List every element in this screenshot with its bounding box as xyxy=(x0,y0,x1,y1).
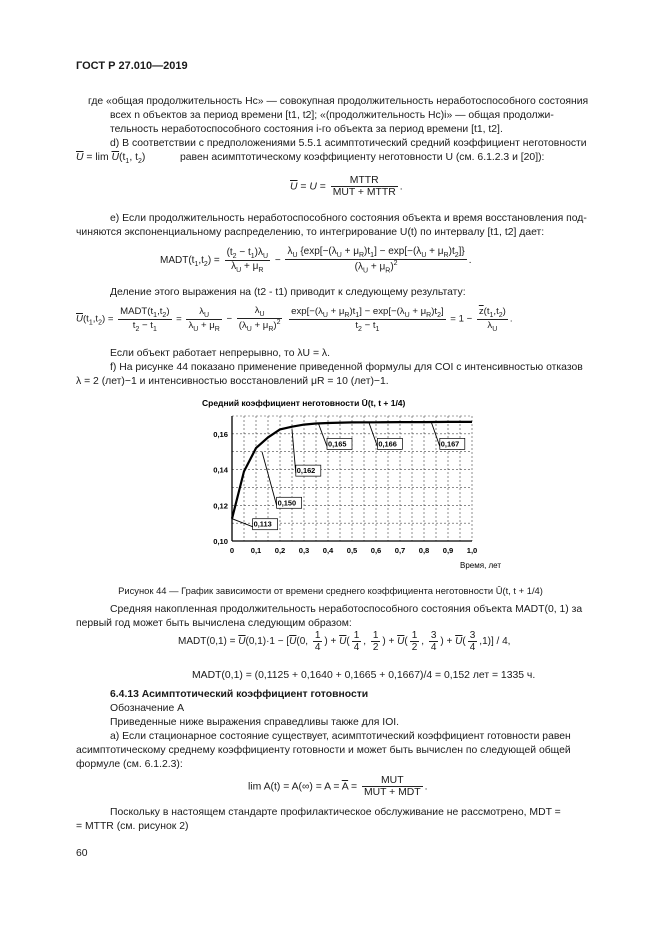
para-7: Средняя накопленная продолжительность неработоспособного состояния объекта MADT(0, 1) за xyxy=(110,604,583,615)
para-11b: асимптотическому среднему коэффициенту готовности и может быть вычислен по следующей общей xyxy=(76,745,571,756)
x-tick-label: 0,4 xyxy=(322,546,334,555)
annotation-leader xyxy=(318,424,327,447)
para-8: MADT(0,1) = (0,1125 + 0,1640 + 0,1665 + 0,1667)/4 = 0,152 лет = 1335 ч. xyxy=(192,670,536,681)
x-tick-label: 0,6 xyxy=(370,546,382,555)
x-tick-label: 0,8 xyxy=(418,546,430,555)
x-tick-label: 0,1 xyxy=(250,546,262,555)
para-6b: λ = 2 (лет)−1 и интенсивностью восстановлений μR = 10 (лет)−1. xyxy=(76,376,389,387)
figure-44-chart xyxy=(150,392,510,578)
para-10: Приведенные ниже выражения справедливы также для IOI. xyxy=(110,717,400,728)
para-1b: всех n объектов за период времени [t1, t2]; «(продолжительность Hc)i» — общая продолжи- xyxy=(110,110,554,121)
para-11c: формуле (см. 6.1.2.3): xyxy=(76,759,183,770)
formula-u-asymptotic: $\overline{U} = U$ = $\frac{\text{MTTR}}{\text{MUT + MTTR}}$ . xyxy=(290,175,403,198)
para-11: а) Если стационарное состояние существует, асимптотический коэффициент готовности равен xyxy=(110,731,571,742)
formula-madt-01: MADT(0,1) = $\overline{U}(0,1)\cdot 1 - [\overline{U}(0$, $\frac{1}{4}$ ) + $\overline{U}$( $\frac{1}{4}$ , $\frac{1}{2}$ ) + $\overline{U}$( $\frac{1}{2}$ , $\frac{3}{4}$ ) + $\overline{U}$( $\frac{3}{4}$ ,1)] / 4, xyxy=(178,630,511,653)
annotation-label: 0,162 xyxy=(296,466,316,476)
para-4: Деление этого выражения на (t2 - t1) приводит к следующему результату: xyxy=(110,287,466,298)
para-2: d) В соответствии с предположениями 5.5.1 асимптотический средний коэффициент неготовности xyxy=(110,138,587,149)
section-title: 6.4.13 Асимптотический коэффициент готовности xyxy=(110,689,369,700)
annotation-label: 0,166 xyxy=(378,439,397,449)
formula-lim-a: $\lim A(t) = A(\infty) = A = \overline{A}$ = $\frac{\text{MUT}}{\text{MUT + MDT}}$ . xyxy=(248,775,428,798)
annotation-leader xyxy=(292,429,296,473)
para-9: Обозначение A xyxy=(110,703,185,714)
x-tick-label: 0,5 xyxy=(346,546,358,555)
para-12: Поскольку в настоящем стандарте профилактическое обслуживание не рассмотрено, MDT = xyxy=(110,807,561,818)
annotation-leader xyxy=(262,452,277,506)
para-3: е) Если продолжительность неработоспособного состояния объекта и время восстановления под- xyxy=(110,213,587,224)
para-1: где «общая продолжительность Hc» — совокупная продолжительность неработоспособного состояния xyxy=(88,96,589,107)
formula-u-mean: $\overline{U}(t_1,t_2)$ = $\frac{MADT(t_1,t_2)}{t_2 - t_1}$ = $\frac{\lambda_U}{\lambda_U + \mu_R}$ − $\frac{\lambda_U}{(\lambda_U + \mu_R)^2}$ $\frac{\exp[-(\lambda_U + \mu_R)t_1] - \exp[-(\lambda_U + \mu_R)t_2]}{t_2 - t_1}$ = 1 − $\frac{\overline{z}(t_1,t_2)}{\lambda_U}$ . xyxy=(76,305,513,333)
formula-lim-u: $\overline{U} = \lim \overline{U}(t_1$, $t_2$) xyxy=(76,152,146,166)
para-6: f) На рисунке 44 показано применение приведенной формулы для COI с интенсивностью отказов xyxy=(110,362,583,373)
x-tick-label: 0,9 xyxy=(442,546,454,555)
x-tick-label: 1,0 xyxy=(466,546,478,555)
para-12b: = MTTR (см. рисунок 2) xyxy=(76,821,189,832)
para-5: Если объект работает непрерывно, то λU = λ. xyxy=(110,348,330,359)
y-tick-label: 0,12 xyxy=(213,501,228,511)
x-tick-label: 0 xyxy=(229,546,235,555)
y-tick-label: 0,10 xyxy=(213,537,228,546)
y-tick-label: 0,14 xyxy=(213,465,228,475)
annotation-label: 0,113 xyxy=(253,519,272,529)
figure-caption: Рисунок 44 — График зависимости от времени среднего коэффициента неготовности Ū(t, t + 1/4) xyxy=(118,585,543,596)
para-7b: первый год может быть вычислена следующим образом: xyxy=(76,618,352,629)
annotation-leader xyxy=(232,519,253,527)
x-tick-label: 0,3 xyxy=(298,546,310,555)
annotation-label: 0,150 xyxy=(277,498,297,508)
standard-id: ГОСТ Р 27.010—2019 xyxy=(76,60,188,72)
annotation-label: 0,167 xyxy=(440,439,460,449)
annotation-label: 0,165 xyxy=(328,439,347,449)
x-tick-label: 0,7 xyxy=(394,546,406,555)
chart-title: Средний коэффициент неготовности Ū(t, t + 1/4) xyxy=(202,398,406,408)
para-3b: чиняются экспоненциальному распределению, то интегрирование U(t) по интервалу [t1, t2] дает: xyxy=(76,227,545,238)
x-axis-label: Время, лет xyxy=(460,561,502,570)
para-1c: тельность неработоспособного состояния i-го объекта за период времени [t1, t2]. xyxy=(110,124,503,135)
x-tick-label: 0,2 xyxy=(274,546,286,555)
formula-madt: $MADT(t_1,t_2)$ = $\frac{(t_2 - t_1)\lambda_U}{\lambda_U + \mu_R}$ − $\frac{\lambda_U \{\exp[-(\lambda_U + \mu_R)t_1] - \exp[-(\lambda_U + \mu_R)t_2]\}}{(\lambda_U + \mu_R)^2}$ . xyxy=(160,246,472,275)
page-number: 60 xyxy=(76,848,88,859)
y-tick-label: 0,16 xyxy=(213,429,228,439)
para-2b: равен асимптотическому коэффициенту неготовности U (см. 6.1.2.3 и [20]): xyxy=(180,152,545,163)
